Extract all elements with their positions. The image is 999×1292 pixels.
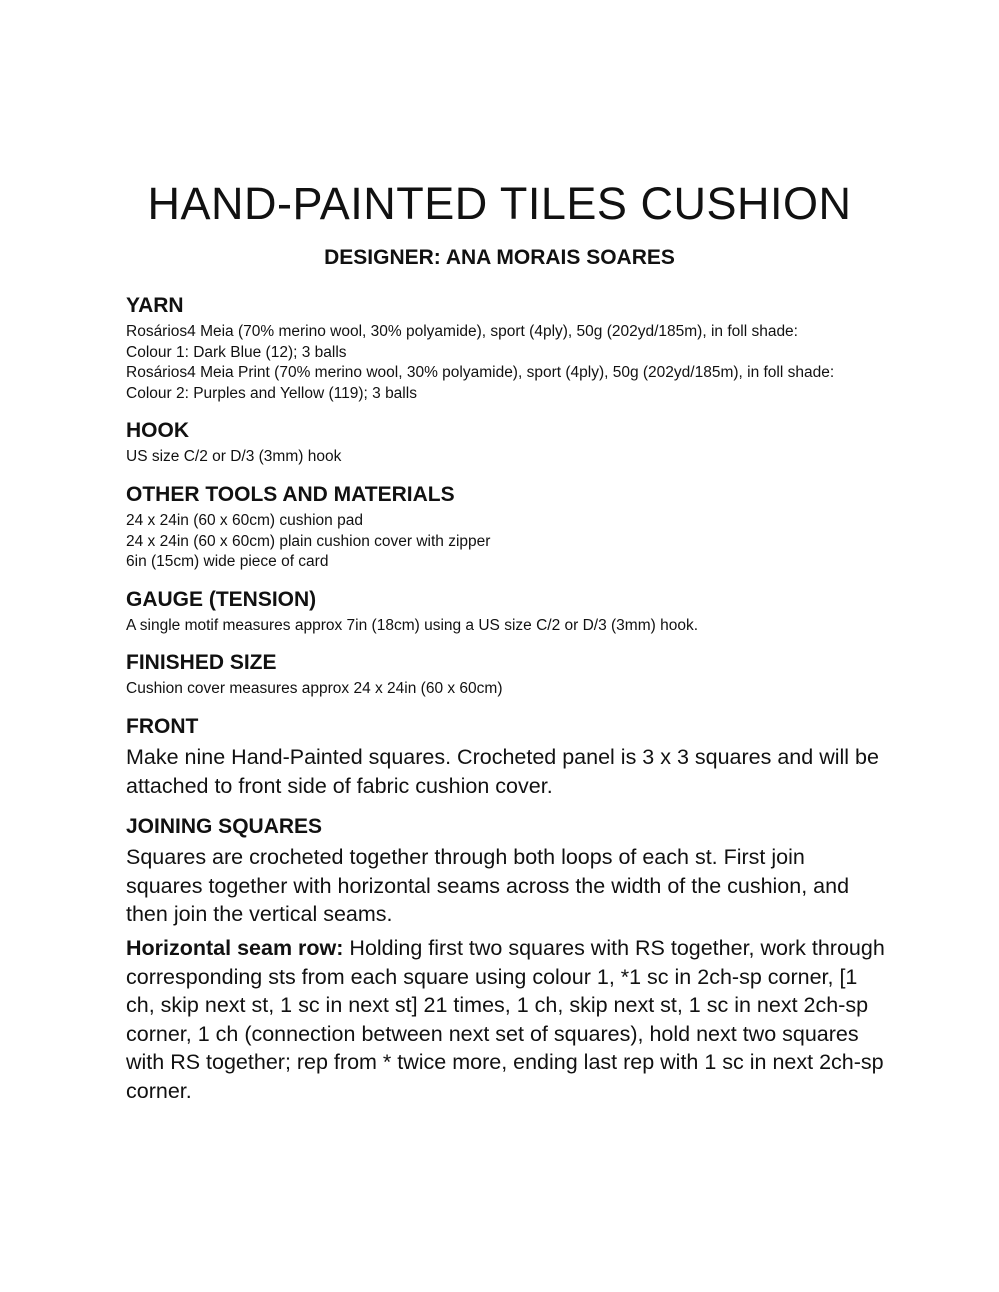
gauge-heading: GAUGE (TENSION) bbox=[126, 587, 317, 611]
pattern-content bbox=[126, 292, 886, 1118]
gauge-line: A single motif measures approx 7in (18cm) using a US size C/2 or D/3 (3mm) hook. bbox=[126, 616, 699, 634]
tools-heading: OTHER TOOLS AND MATERIALS bbox=[126, 482, 455, 506]
pattern-title: HAND-PAINTED TILES CUSHION bbox=[147, 178, 852, 229]
yarn-line: Rosários4 Meia Print (70% merino wool, 30% polyamide), sport (4ply), 50g (202yd/185m), in foll shade: bbox=[126, 364, 835, 382]
size-heading: FINISHED SIZE bbox=[126, 651, 277, 675]
tools-line: 24 x 24in (60 x 60cm) cushion pad bbox=[126, 511, 363, 529]
front-details bbox=[126, 743, 886, 800]
designer-credit: DESIGNER: ANA MORAIS SOARES bbox=[324, 246, 675, 269]
yarn-line: Rosários4 Meia (70% merino wool, 30% polyamide), sport (4ply), 50g (202yd/185m), in foll shade: bbox=[126, 323, 798, 340]
tools-section bbox=[126, 481, 886, 573]
size-section bbox=[126, 649, 886, 700]
size-line: Cushion cover measures approx 24 x 24in (60 x 60cm) bbox=[126, 680, 503, 698]
seam-row-text: Holding first two squares with RS together, work through corresponding sts from each square using colour 1, *1 sc in 2ch-sp corner, [1 ch, skip next st, 1 sc in next st] 21 times, 1 ch, skip next st, 1 sc in next 2ch-sp corner, 1 ch (connection between next set of squares), hold next two squares with RS together; rep from * twice more, ending last rep with 1 sc in next 2ch-sp corner. bbox=[126, 935, 885, 1103]
yarn-line: Colour 1: Dark Blue (12); 3 balls bbox=[126, 343, 347, 361]
joining-details bbox=[126, 843, 886, 1105]
joining-text: Squares are crocheted together through both loops of each st. First join squares together with horizontal seams across the width of the cushion, and then join the vertical seams. bbox=[126, 845, 850, 927]
yarn-section bbox=[126, 292, 886, 404]
gauge-details bbox=[126, 616, 886, 637]
joining-heading: JOINING SQUARES bbox=[126, 815, 323, 839]
front-heading: FRONT bbox=[126, 714, 199, 738]
tools-line: 24 x 24in (60 x 60cm) plain cushion cover with zipper bbox=[126, 532, 491, 550]
hook-details bbox=[126, 447, 886, 468]
hook-heading: HOOK bbox=[126, 419, 189, 443]
seam-row-label: Horizontal seam row: bbox=[126, 935, 344, 960]
gauge-section bbox=[126, 586, 886, 637]
tools-details bbox=[126, 511, 886, 573]
yarn-line: Colour 2: Purples and Yellow (119); 3 balls bbox=[126, 384, 417, 402]
front-text: Make nine Hand-Painted squares. Crocheted panel is 3 x 3 squares and will be attached to front side of fabric cushion cover. bbox=[126, 744, 879, 798]
joining-section bbox=[126, 813, 886, 1105]
horizontal-seam-instructions bbox=[126, 934, 886, 1106]
tools-line: 6in (15cm) wide piece of card bbox=[126, 553, 329, 571]
front-section bbox=[126, 713, 886, 800]
yarn-heading: YARN bbox=[126, 294, 184, 317]
size-details bbox=[126, 679, 886, 700]
yarn-details bbox=[126, 322, 886, 404]
hook-section bbox=[126, 417, 886, 468]
hook-line: US size C/2 or D/3 (3mm) hook bbox=[126, 448, 342, 466]
